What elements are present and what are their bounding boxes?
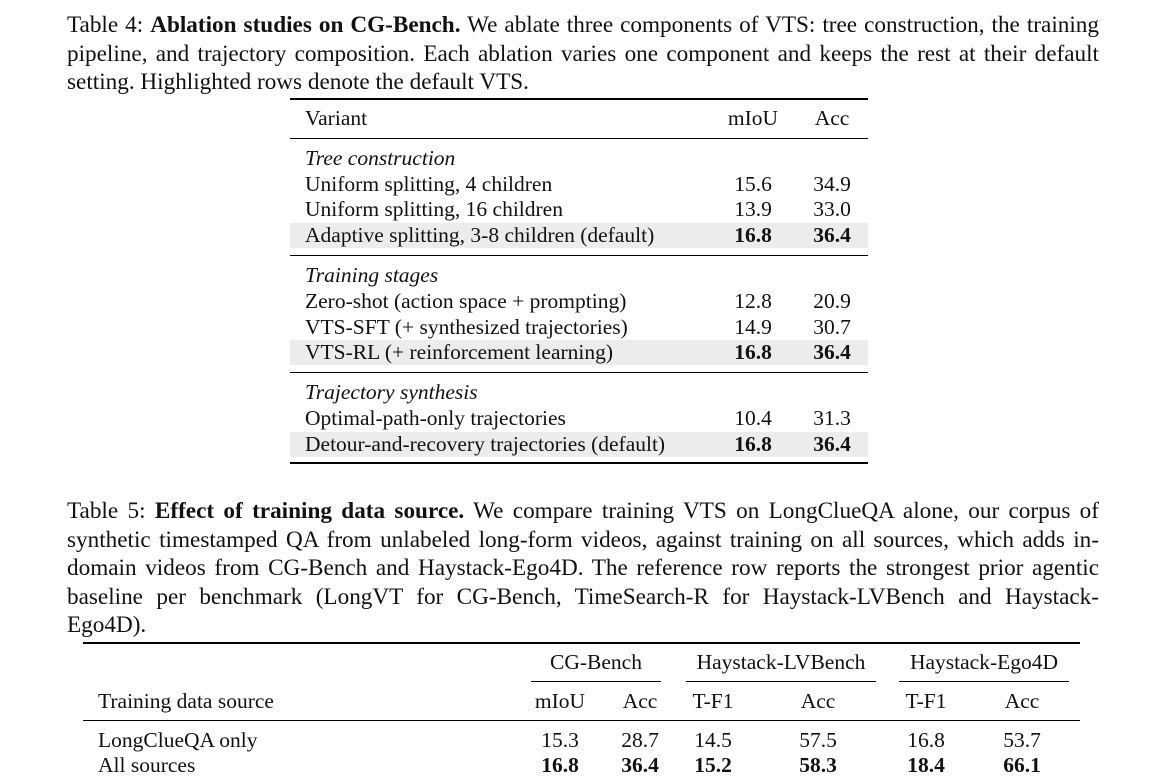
value-cell: 14.5 <box>694 728 732 752</box>
acc-cell: 36.4 <box>813 340 851 364</box>
miou-cell: 16.8 <box>734 340 772 364</box>
value-cell: 66.1 <box>1003 753 1041 777</box>
table4-header-variant: Variant <box>305 106 368 130</box>
table4-caption-title: Ablation studies on CG-Bench. <box>150 12 461 38</box>
table-row-default <box>290 340 868 365</box>
value-cell: 16.8 <box>907 728 945 752</box>
miou-cell: 15.6 <box>734 172 772 196</box>
subheader-miou: mIoU <box>534 689 586 713</box>
section-title-tree-construction: Tree construction <box>305 146 456 170</box>
acc-cell: 36.4 <box>813 223 851 247</box>
variant-cell: Adaptive splitting, 3-8 children (default) <box>305 223 655 247</box>
table5-caption-label: Table 5: <box>67 498 155 524</box>
group-rule-haystack-ego4d <box>899 681 1069 682</box>
variant-cell: Zero-shot (action space + prompting) <box>305 289 627 313</box>
table4-header-acc: Acc <box>814 106 850 130</box>
subheader-acc: Acc <box>1004 689 1040 713</box>
source-cell: All sources <box>98 753 196 777</box>
table4-section-title <box>290 380 868 405</box>
miou-cell: 13.9 <box>734 197 772 221</box>
value-cell: 15.2 <box>694 753 732 777</box>
value-cell: 16.8 <box>541 753 579 777</box>
table-row <box>290 197 868 222</box>
variant-cell: Detour-and-recovery trajectories (default) <box>305 432 666 456</box>
table-row <box>290 172 868 197</box>
variant-cell: VTS-SFT (+ synthesized trajectories) <box>305 315 628 339</box>
acc-cell: 34.9 <box>813 172 851 196</box>
table4-section-rule <box>290 255 868 256</box>
miou-cell: 10.4 <box>734 406 772 430</box>
value-cell: 53.7 <box>1003 728 1041 752</box>
group-rule-cg-bench <box>531 681 661 682</box>
table4-caption <box>67 11 1099 97</box>
acc-cell: 31.3 <box>813 406 851 430</box>
group-header-haystack-ego4d: Haystack-Ego4D <box>909 650 1059 674</box>
table4-section-rule <box>290 372 868 373</box>
value-cell: 18.4 <box>907 753 945 777</box>
table-row <box>290 289 868 314</box>
miou-cell: 16.8 <box>734 223 772 247</box>
acc-cell: 20.9 <box>813 289 851 313</box>
value-cell: 15.3 <box>541 728 579 752</box>
table4-header-miou: mIoU <box>727 106 779 130</box>
value-cell: 58.3 <box>799 753 837 777</box>
source-cell: LongClueQA only <box>98 728 258 752</box>
value-cell: 36.4 <box>621 753 659 777</box>
table5-caption-title: Effect of training data source. <box>154 498 465 524</box>
table4-header-rule <box>290 138 868 139</box>
group-rule-haystack-lvbench <box>686 681 876 682</box>
subheader-acc: Acc <box>800 689 836 713</box>
value-cell: 57.5 <box>799 728 837 752</box>
variant-cell: VTS-RL (+ reinforcement learning) <box>305 340 614 364</box>
variant-cell: Uniform splitting, 4 children <box>305 172 553 196</box>
table4-top-rule <box>290 98 868 100</box>
section-title-training-stages: Training stages <box>305 263 439 287</box>
table4-bottom-rule <box>290 462 868 464</box>
table-row-default <box>290 223 868 248</box>
section-title-trajectory-synthesis: Trajectory synthesis <box>305 380 478 404</box>
miou-cell: 12.8 <box>734 289 772 313</box>
table-row <box>290 315 868 340</box>
table-row-default <box>290 432 868 457</box>
value-cell: 28.7 <box>621 728 659 752</box>
variant-cell: Optimal-path-only trajectories <box>305 406 566 430</box>
table5-header-rule <box>83 720 1080 721</box>
group-header-cg-bench: CG-Bench <box>550 650 642 674</box>
group-header-haystack-lvbench: Haystack-LVBench <box>696 650 866 674</box>
table5-top-rule <box>83 642 1080 644</box>
table5-caption-text: We compare training VTS on LongClueQA alone, our corpus of synthetic timestamped QA from unlabeled long-form videos, against training on all sources, which adds in-domain videos from CG-Bench and Haystack-Ego4D. The reference row reports the strongest prior agentic baseline per benchmark (LongVT for CG-Bench, TimeSearch-R for Haystack-LVBench and Haystack-Ego4D). <box>67 498 1099 638</box>
table4-section-title <box>290 146 868 171</box>
table5-caption <box>67 497 1099 640</box>
table-row <box>290 406 868 431</box>
table4-header-row <box>290 106 868 131</box>
miou-cell: 14.9 <box>734 315 772 339</box>
acc-cell: 36.4 <box>813 432 851 456</box>
acc-cell: 33.0 <box>813 197 851 221</box>
subheader-t-f1: T-F1 <box>692 689 734 713</box>
table4-section-title <box>290 263 868 288</box>
table5-row-header: Training data source <box>98 689 274 713</box>
subheader-acc: Acc <box>622 689 658 713</box>
table4-caption-label: Table 4: <box>67 12 151 38</box>
table4-caption-text: We ablate three components of VTS: tree construction, the training pipeline, and trajectory composition. Each ablation varies one component and keeps the rest at their default setting. Highlighted rows denote the default VTS. <box>67 12 1099 95</box>
miou-cell: 16.8 <box>734 432 772 456</box>
subheader-t-f1: T-F1 <box>905 689 947 713</box>
acc-cell: 30.7 <box>813 315 851 339</box>
variant-cell: Uniform splitting, 16 children <box>305 197 563 221</box>
